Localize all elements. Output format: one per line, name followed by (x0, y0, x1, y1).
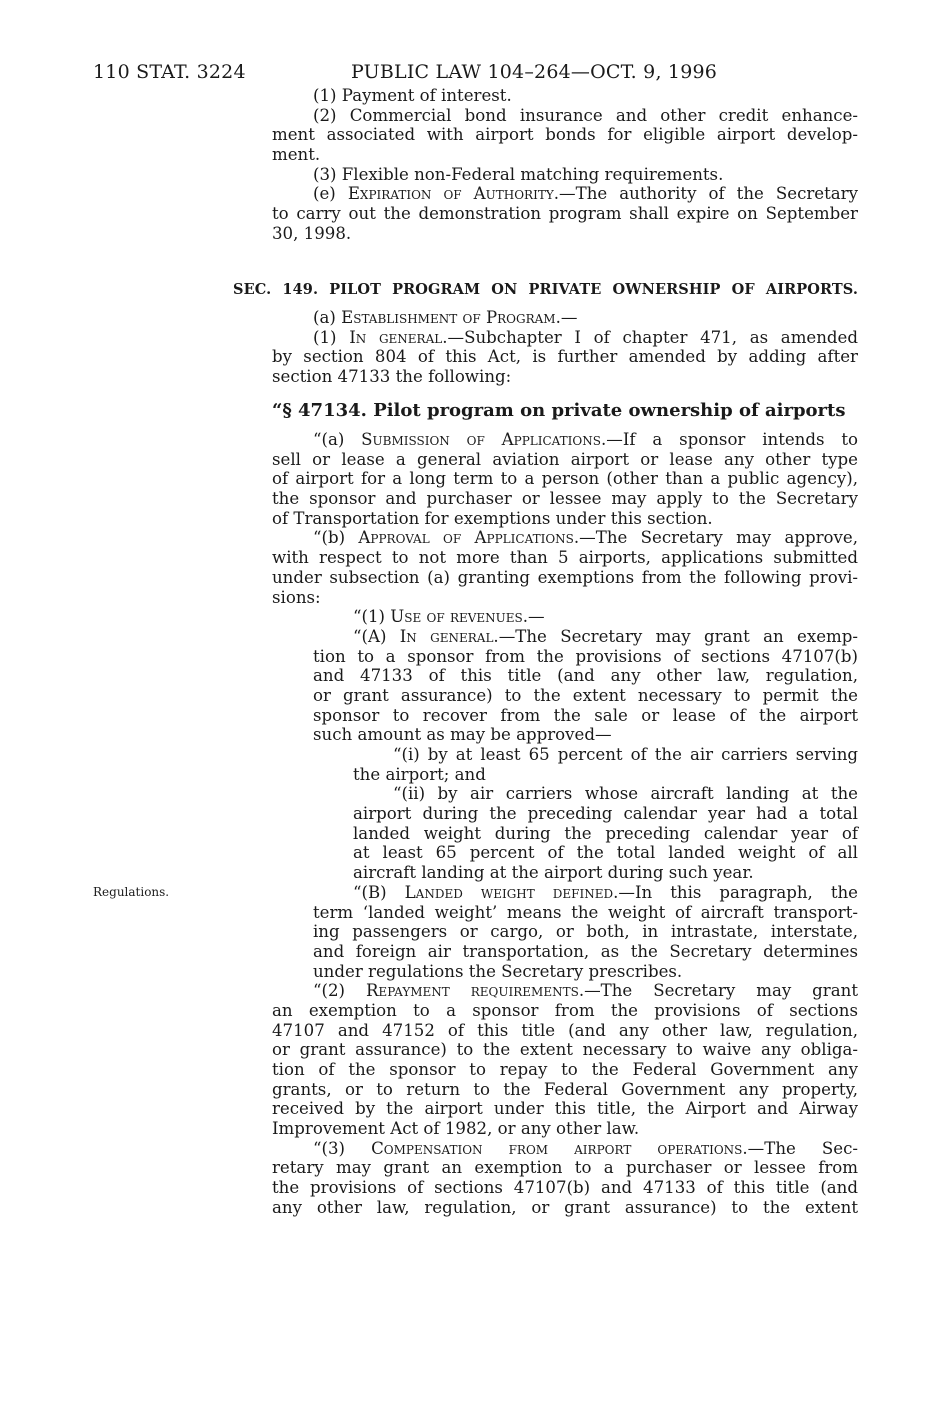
text-run: “(B) (353, 882, 405, 902)
text-line: 47107 and 47152 of this title (and any other law, regulation, (272, 1020, 858, 1040)
text-run: .—The Sec- (742, 1138, 859, 1158)
paragraph (272, 981, 858, 1139)
text-line: (2) Commercial bond insurance and other credit enhance- (313, 105, 858, 125)
text-line: “(i) by at least 65 percent of the air carriers serving (393, 745, 858, 764)
text-run: “(2) (313, 981, 366, 1001)
text-line: term ‘landed weight’ means the weight of aircraft transport- (313, 902, 858, 922)
text-line: under regulations the Secretary prescribes. (313, 961, 683, 981)
text-line: and foreign air transportation, as the Secretary determines (313, 941, 858, 961)
paragraph-heading: Compensation from airport operations (371, 1138, 743, 1158)
paragraph-heading: Use of revenues (390, 607, 523, 627)
text-line (313, 1139, 858, 1159)
paragraph (272, 745, 858, 784)
text-run: .—If a sponsor intends to (600, 430, 859, 449)
text-line: aircraft landing at the airport during such year. (353, 863, 754, 883)
text-run: .—The Secretary may grant (578, 981, 858, 1001)
text-line: (1) Payment of interest. (313, 86, 512, 105)
text-line: with respect to not more than 5 airports, applications submitted (272, 548, 858, 568)
text-block-47134 (272, 430, 858, 1218)
text-line: and 47133 of this title (and any other law, regulation, (313, 666, 858, 686)
text-line (313, 430, 858, 450)
paragraph (272, 184, 858, 243)
text-run: .—The Secretary may approve, (573, 528, 859, 548)
paragraph-heading: In general (399, 626, 494, 646)
text-line: ing passengers or cargo, or both, in intrastate, interstate, (313, 922, 858, 942)
text-run: .— (555, 308, 578, 327)
paragraph-heading: Approval of Applications (358, 528, 574, 548)
text-line (313, 184, 858, 204)
text-line: such amount as may be approved— (313, 725, 612, 745)
text-line: “(ii) by air carriers whose aircraft landing at the (393, 784, 858, 804)
text-line: the sponsor and purchaser or lessee may apply to the Secretary (272, 489, 858, 509)
text-line: any other law, regulation, or grant assurance) to the extent (272, 1197, 858, 1217)
paragraph (272, 430, 858, 528)
paragraph (272, 1139, 858, 1218)
text-line: of airport for a long term to a person (other than a public agency), (272, 469, 858, 489)
text-run: .— (522, 607, 545, 627)
text-line: the airport; and (353, 764, 486, 784)
text-line: 30, 1998. (272, 223, 352, 243)
text-line: sponsor to recover from the sale or lease of the airport (313, 705, 858, 725)
text-line: Improvement Act of 1982, or any other law. (272, 1119, 640, 1139)
text-run: (e) (313, 184, 348, 204)
text-line: airport during the preceding calendar year had a total (353, 804, 858, 824)
text-line (313, 308, 858, 328)
section-heading: SEC. 149. PILOT PROGRAM ON PRIVATE OWNERSHIP OF AIRPORTS. (233, 281, 858, 298)
text-run: (a) (313, 308, 342, 327)
text-run: .—The authority of the Secretary (553, 184, 858, 204)
paragraph (272, 106, 858, 165)
running-header: PUBLIC LAW 104–264—OCT. 9, 1996 (351, 61, 718, 83)
page-number-header: 110 STAT. 3224 (93, 61, 246, 83)
paragraph-heading: Landed weight defined (404, 882, 614, 902)
text-line: by section 804 of this Act, is further amended by adding after (272, 347, 858, 367)
text-line: under subsection (a) granting exemptions from the following provi- (272, 567, 858, 587)
paragraph-heading: In general (349, 327, 443, 347)
text-line: landed weight during the preceding calendar year of (353, 823, 858, 843)
text-line: an exemption to a sponsor from the provisions of sections (272, 1000, 858, 1020)
text-line: section 47133 the following: (272, 367, 512, 387)
paragraph-heading: Expiration of Authority (347, 184, 554, 204)
paragraph (272, 607, 858, 627)
paragraph-heading: Submission of Applications (361, 430, 601, 449)
text-line: (3) Flexible non-Federal matching requirements. (313, 164, 724, 184)
subsection-heading: “§ 47134. Pilot program on private ownership of airports (272, 400, 846, 421)
text-line: ment associated with airport bonds for eligible airport develop- (272, 125, 858, 145)
text-line (313, 981, 858, 1001)
text-run: .—In this paragraph, the (613, 882, 858, 902)
text-line: received by the airport under this title, the Airport and Airway (272, 1099, 858, 1119)
text-run: “(b) (313, 528, 359, 548)
paragraph (272, 883, 858, 981)
paragraph (272, 328, 858, 387)
text-line: the provisions of sections 47107(b) and 47133 of this title (and (272, 1178, 858, 1198)
paragraph (272, 165, 858, 185)
text-line: to carry out the demonstration program shall expire on September (272, 204, 858, 224)
text-line: tion to a sponsor from the provisions of sections 47107(b) (313, 646, 858, 666)
text-line: or grant assurance) to the extent necessary to waive any obliga- (272, 1040, 858, 1060)
text-run: .—Subchapter I of chapter 471, as amended (442, 327, 858, 347)
text-line (313, 528, 858, 548)
paragraph (272, 627, 858, 745)
text-run: .—The Secretary may grant an exemp- (493, 626, 858, 646)
text-line (313, 328, 858, 348)
text-run: “(1) (353, 607, 391, 627)
paragraph (272, 784, 858, 882)
text-line: ment. (272, 145, 321, 165)
text-line: sions: (272, 587, 321, 607)
text-run: (1) (313, 327, 350, 347)
paragraph-heading: Repayment requirements (365, 981, 579, 1001)
text-block-intro (272, 86, 858, 244)
paragraph (272, 308, 858, 328)
paragraph-heading: Establishment of Program (341, 308, 556, 327)
text-run: “(A) (353, 626, 400, 646)
text-line: or grant assurance) to the extent necessary to permit the (313, 685, 858, 705)
text-line (353, 607, 858, 627)
text-line: sell or lease a general aviation airport or lease any other type (272, 449, 858, 469)
text-line (353, 883, 858, 903)
margin-note: Regulations. (93, 885, 170, 899)
text-line: grants, or to return to the Federal Government any property, (272, 1079, 858, 1099)
text-line (353, 627, 858, 647)
paragraph (272, 86, 858, 106)
text-line: of Transportation for exemptions under this section. (272, 508, 713, 528)
text-line: at least 65 percent of the total landed weight of all (353, 843, 858, 863)
text-line: tion of the sponsor to repay to the Federal Government any (272, 1060, 858, 1079)
text-run: “(a) (313, 430, 362, 449)
text-run: “(3) (313, 1138, 372, 1158)
text-block-establishment (272, 308, 858, 387)
text-line: retary may grant an exemption to a purchaser or lessee from (272, 1158, 858, 1178)
paragraph (272, 528, 858, 607)
